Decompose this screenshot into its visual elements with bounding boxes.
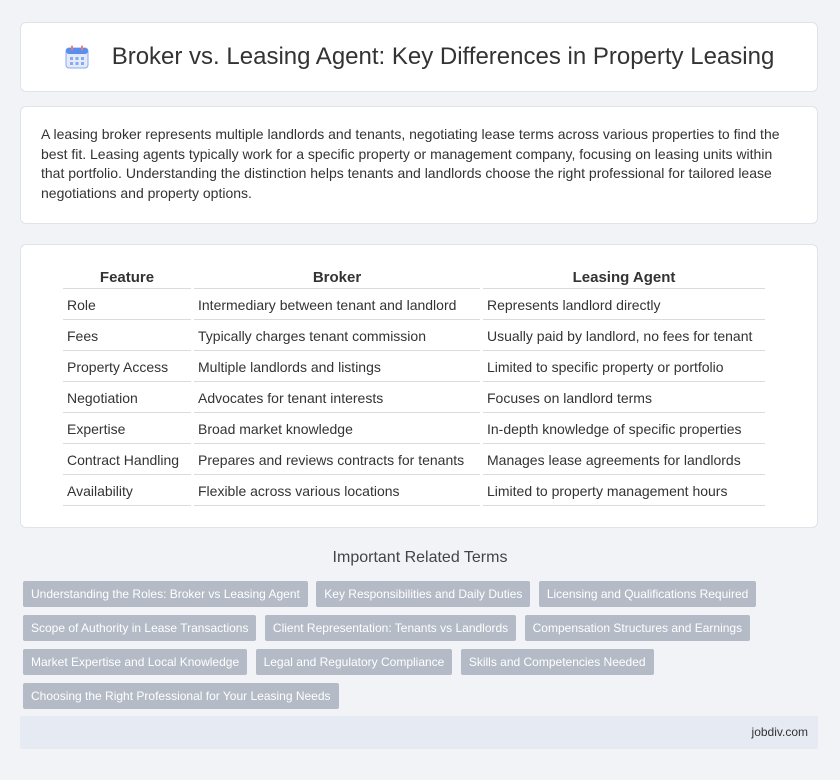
table-row	[63, 382, 765, 413]
table-cell: Multiple landlords and listings	[194, 351, 480, 382]
header-feature: Feature	[63, 265, 191, 289]
table-cell: Prepares and reviews contracts for tenants	[194, 444, 480, 475]
table-cell: Usually paid by landlord, no fees for tenant	[483, 320, 765, 351]
table-row	[63, 475, 765, 506]
related-term-tag[interactable]: Compensation Structures and Earnings	[525, 615, 750, 641]
related-term-tag[interactable]: Choosing the Right Professional for Your Leasing Needs	[23, 683, 339, 709]
table-row	[63, 351, 765, 382]
table-cell: Typically charges tenant commission	[194, 320, 480, 351]
related-term-tag[interactable]: Legal and Regulatory Compliance	[256, 649, 453, 675]
related-term-tag[interactable]: Key Responsibilities and Daily Duties	[316, 581, 530, 607]
table-cell: Property Access	[63, 351, 191, 382]
table-cell: Negotiation	[63, 382, 191, 413]
table-row	[63, 289, 765, 320]
header-card	[20, 22, 818, 92]
table-row	[63, 320, 765, 351]
related-terms-list	[23, 581, 823, 717]
table-cell: Contract Handling	[63, 444, 191, 475]
intro-card	[20, 106, 818, 224]
table-cell: Focuses on landlord terms	[483, 382, 765, 413]
table-cell: Intermediary between tenant and landlord	[194, 289, 480, 320]
table-row	[63, 444, 765, 475]
table-cell: Fees	[63, 320, 191, 351]
table-cell: Broad market knowledge	[194, 413, 480, 444]
table-header-row	[63, 265, 765, 289]
footer	[20, 716, 818, 749]
table-cell: Availability	[63, 475, 191, 506]
related-term-tag[interactable]: Skills and Competencies Needed	[461, 649, 654, 675]
comparison-card	[20, 244, 818, 528]
table-cell: In-depth knowledge of specific properties	[483, 413, 765, 444]
table-row	[63, 413, 765, 444]
footer-site-link[interactable]: jobdiv.com	[751, 725, 808, 739]
table-cell: Expertise	[63, 413, 191, 444]
table-cell: Represents landlord directly	[483, 289, 765, 320]
table-cell: Flexible across various locations	[194, 475, 480, 506]
calendar-icon	[64, 44, 90, 70]
table-cell: Advocates for tenant interests	[194, 382, 480, 413]
table-cell: Manages lease agreements for landlords	[483, 444, 765, 475]
comparison-table	[60, 265, 768, 506]
related-term-tag[interactable]: Market Expertise and Local Knowledge	[23, 649, 247, 675]
related-term-tag[interactable]: Understanding the Roles: Broker vs Leasing Agent	[23, 581, 308, 607]
related-term-tag[interactable]: Client Representation: Tenants vs Landlords	[265, 615, 516, 641]
intro-text: A leasing broker represents multiple landlords and tenants, negotiating lease terms across various properties to find the best fit. Leasing agents typically work for a specific property or management company, focusing on leasing units within that portfolio. Understanding the distinction helps tenants and landlords choose the right professional for tailored lease negotiations and property options.	[41, 126, 780, 201]
page-title: Broker vs. Leasing Agent: Key Differences in Property Leasing	[111, 43, 775, 70]
table-cell: Limited to property management hours	[483, 475, 765, 506]
related-terms-title: Important Related Terms	[332, 549, 508, 566]
header-leasing-agent: Leasing Agent	[483, 265, 765, 289]
header-broker: Broker	[194, 265, 480, 289]
table-cell: Limited to specific property or portfolio	[483, 351, 765, 382]
related-term-tag[interactable]: Scope of Authority in Lease Transactions	[23, 615, 256, 641]
table-cell: Role	[63, 289, 191, 320]
related-term-tag[interactable]: Licensing and Qualifications Required	[539, 581, 756, 607]
